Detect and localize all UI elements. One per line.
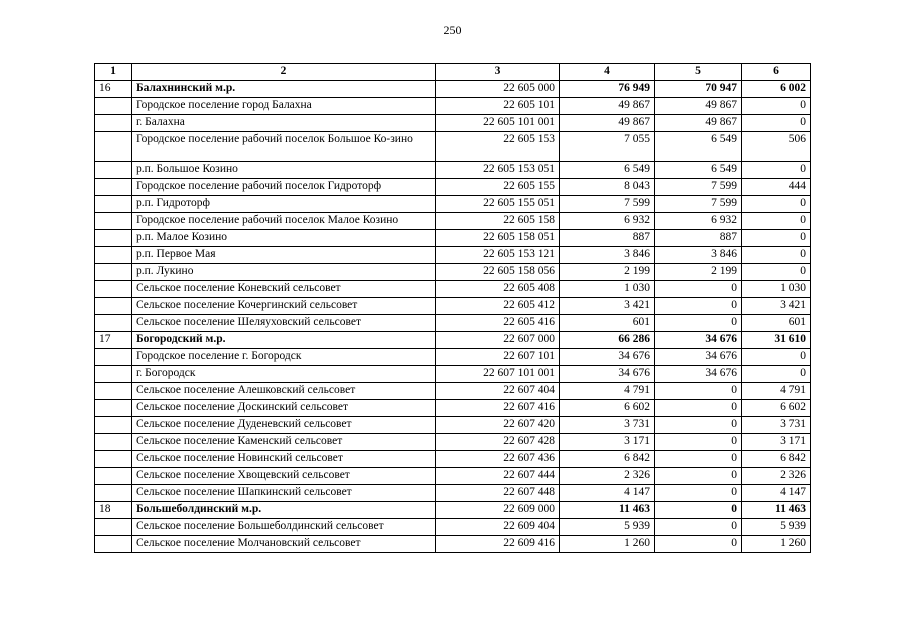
row-value-col6: 6 002 (742, 81, 811, 98)
row-value-col6: 4 147 (742, 485, 811, 502)
row-value-col5: 6 549 (655, 132, 742, 162)
row-value-col6: 0 (742, 98, 811, 115)
row-value-col5: 0 (655, 383, 742, 400)
row-number (95, 132, 132, 162)
row-number (95, 434, 132, 451)
row-value-col6: 0 (742, 196, 811, 213)
row-value-col5: 0 (655, 502, 742, 519)
row-value-col5: 49 867 (655, 98, 742, 115)
row-code: 22 607 000 (436, 332, 560, 349)
row-code: 22 605 412 (436, 298, 560, 315)
row-code: 22 605 416 (436, 315, 560, 332)
row-value-col4: 7 055 (560, 132, 655, 162)
row-value-col4: 1 030 (560, 281, 655, 298)
row-value-col6: 1 030 (742, 281, 811, 298)
row-value-col6: 31 610 (742, 332, 811, 349)
row-value-col4: 1 260 (560, 536, 655, 553)
table-row (95, 315, 811, 332)
row-value-col5: 70 947 (655, 81, 742, 98)
row-code: 22 607 436 (436, 451, 560, 468)
row-number: 16 (95, 81, 132, 98)
row-code: 22 607 101 001 (436, 366, 560, 383)
table-row (95, 383, 811, 400)
row-name: Сельское поселение Алешковский сельсовет (132, 383, 436, 400)
row-value-col6: 0 (742, 213, 811, 230)
row-value-col4: 8 043 (560, 179, 655, 196)
row-number: 18 (95, 502, 132, 519)
row-code: 22 607 404 (436, 383, 560, 400)
column-header: 4 (560, 64, 655, 81)
row-code: 22 605 408 (436, 281, 560, 298)
row-value-col6: 2 326 (742, 468, 811, 485)
row-value-col5: 0 (655, 519, 742, 536)
table-row (95, 179, 811, 196)
row-value-col4: 3 171 (560, 434, 655, 451)
table-row (95, 349, 811, 366)
row-name: Сельское поселение Хвощевский сельсовет (132, 468, 436, 485)
row-name: Сельское поселение Коневский сельсовет (132, 281, 436, 298)
row-name: Большеболдинский м.р. (132, 502, 436, 519)
row-value-col5: 0 (655, 281, 742, 298)
row-number (95, 417, 132, 434)
row-value-col5: 7 599 (655, 179, 742, 196)
row-value-col5: 3 846 (655, 247, 742, 264)
row-code: 22 605 101 (436, 98, 560, 115)
row-code: 22 605 101 001 (436, 115, 560, 132)
table-row (95, 115, 811, 132)
row-number (95, 162, 132, 179)
row-value-col4: 4 147 (560, 485, 655, 502)
table-row (95, 264, 811, 281)
row-name: р.п. Гидроторф (132, 196, 436, 213)
row-value-col6: 506 (742, 132, 811, 162)
row-value-col6: 4 791 (742, 383, 811, 400)
column-header: 3 (436, 64, 560, 81)
row-value-col4: 49 867 (560, 115, 655, 132)
row-number (95, 366, 132, 383)
row-code: 22 605 155 051 (436, 196, 560, 213)
row-value-col4: 66 286 (560, 332, 655, 349)
row-number (95, 264, 132, 281)
row-number: 17 (95, 332, 132, 349)
row-name: Городское поселение город Балахна (132, 98, 436, 115)
row-value-col4: 5 939 (560, 519, 655, 536)
row-value-col5: 49 867 (655, 115, 742, 132)
row-name: Городское поселение г. Богородск (132, 349, 436, 366)
table-row (95, 485, 811, 502)
table-row (95, 162, 811, 179)
row-number (95, 247, 132, 264)
row-value-col5: 0 (655, 485, 742, 502)
row-value-col5: 0 (655, 434, 742, 451)
row-value-col5: 34 676 (655, 349, 742, 366)
row-value-col6: 11 463 (742, 502, 811, 519)
row-value-col4: 34 676 (560, 366, 655, 383)
table-row (95, 298, 811, 315)
row-code: 22 605 158 (436, 213, 560, 230)
row-value-col4: 4 791 (560, 383, 655, 400)
row-number (95, 315, 132, 332)
row-code: 22 609 000 (436, 502, 560, 519)
page-number: 250 (443, 23, 462, 37)
row-value-col6: 0 (742, 115, 811, 132)
table-row (95, 196, 811, 213)
row-number (95, 536, 132, 553)
row-name: Богородский м.р. (132, 332, 436, 349)
row-name: Сельское поселение Шеляуховский сельсовет (132, 315, 436, 332)
row-value-col4: 2 326 (560, 468, 655, 485)
row-value-col4: 49 867 (560, 98, 655, 115)
row-value-col6: 1 260 (742, 536, 811, 553)
table-row (95, 281, 811, 298)
row-name: Сельское поселение Большеболдинский сельсовет (132, 519, 436, 536)
row-value-col5: 0 (655, 417, 742, 434)
row-value-col5: 0 (655, 315, 742, 332)
district-row (95, 81, 811, 98)
row-code: 22 605 000 (436, 81, 560, 98)
row-value-col6: 0 (742, 264, 811, 281)
row-code: 22 607 444 (436, 468, 560, 485)
row-name: Сельское поселение Кочергинский сельсовет (132, 298, 436, 315)
row-number (95, 298, 132, 315)
column-header: 5 (655, 64, 742, 81)
row-value-col6: 601 (742, 315, 811, 332)
row-name: р.п. Большое Козино (132, 162, 436, 179)
table-row (95, 468, 811, 485)
row-name: г. Богородск (132, 366, 436, 383)
table-header-row (95, 64, 811, 81)
row-value-col6: 3 731 (742, 417, 811, 434)
row-value-col5: 34 676 (655, 366, 742, 383)
row-number (95, 179, 132, 196)
row-code: 22 607 101 (436, 349, 560, 366)
row-value-col5: 7 599 (655, 196, 742, 213)
row-number (95, 115, 132, 132)
row-value-col6: 5 939 (742, 519, 811, 536)
row-value-col6: 3 171 (742, 434, 811, 451)
row-name: Сельское поселение Молчановский сельсовет (132, 536, 436, 553)
row-value-col6: 0 (742, 162, 811, 179)
row-name: Сельское поселение Дуденевский сельсовет (132, 417, 436, 434)
row-number (95, 519, 132, 536)
row-value-col6: 0 (742, 349, 811, 366)
row-value-col4: 11 463 (560, 502, 655, 519)
row-number (95, 400, 132, 417)
row-value-col5: 0 (655, 536, 742, 553)
row-code: 22 609 404 (436, 519, 560, 536)
table-row (95, 132, 811, 162)
row-value-col5: 6 932 (655, 213, 742, 230)
row-code: 22 605 153 051 (436, 162, 560, 179)
column-header: 6 (742, 64, 811, 81)
table-row (95, 519, 811, 536)
row-number (95, 383, 132, 400)
table-row (95, 536, 811, 553)
row-name: г. Балахна (132, 115, 436, 132)
row-name: Сельское поселение Новинский сельсовет (132, 451, 436, 468)
row-code: 22 609 416 (436, 536, 560, 553)
table-row (95, 98, 811, 115)
row-name: Балахнинский м.р. (132, 81, 436, 98)
row-number (95, 451, 132, 468)
row-value-col5: 34 676 (655, 332, 742, 349)
row-value-col6: 0 (742, 247, 811, 264)
column-header: 1 (95, 64, 132, 81)
row-code: 22 607 416 (436, 400, 560, 417)
table-row (95, 366, 811, 383)
row-name: Сельское поселение Шапкинский сельсовет (132, 485, 436, 502)
row-value-col4: 7 599 (560, 196, 655, 213)
district-row (95, 502, 811, 519)
row-code: 22 607 428 (436, 434, 560, 451)
row-value-col6: 6 602 (742, 400, 811, 417)
row-value-col5: 6 549 (655, 162, 742, 179)
row-value-col6: 0 (742, 366, 811, 383)
row-number (95, 213, 132, 230)
row-number (95, 468, 132, 485)
row-value-col4: 6 602 (560, 400, 655, 417)
row-value-col4: 34 676 (560, 349, 655, 366)
table-body (95, 81, 811, 553)
row-value-col5: 0 (655, 298, 742, 315)
row-number (95, 98, 132, 115)
row-value-col5: 887 (655, 230, 742, 247)
column-header: 2 (132, 64, 436, 81)
row-number (95, 281, 132, 298)
table-row (95, 451, 811, 468)
row-name: р.п. Первое Мая (132, 247, 436, 264)
row-name: р.п. Лукино (132, 264, 436, 281)
row-value-col4: 6 549 (560, 162, 655, 179)
data-table (94, 63, 811, 553)
row-value-col4: 3 846 (560, 247, 655, 264)
row-value-col4: 6 932 (560, 213, 655, 230)
row-value-col6: 444 (742, 179, 811, 196)
row-name: Городское поселение рабочий поселок Большое Ко-зино (132, 132, 436, 162)
table-row (95, 213, 811, 230)
row-name: Сельское поселение Каменский сельсовет (132, 434, 436, 451)
row-number (95, 230, 132, 247)
row-value-col4: 601 (560, 315, 655, 332)
table-row (95, 400, 811, 417)
row-name: Сельское поселение Доскинский сельсовет (132, 400, 436, 417)
row-value-col4: 3 731 (560, 417, 655, 434)
table-row (95, 230, 811, 247)
row-value-col5: 0 (655, 400, 742, 417)
row-number (95, 485, 132, 502)
row-code: 22 605 155 (436, 179, 560, 196)
row-value-col4: 76 949 (560, 81, 655, 98)
row-number (95, 349, 132, 366)
row-value-col6: 6 842 (742, 451, 811, 468)
row-code: 22 605 153 (436, 132, 560, 162)
row-value-col5: 2 199 (655, 264, 742, 281)
row-code: 22 607 420 (436, 417, 560, 434)
row-value-col6: 0 (742, 230, 811, 247)
row-code: 22 605 153 121 (436, 247, 560, 264)
row-number (95, 196, 132, 213)
table-row (95, 247, 811, 264)
table-row (95, 417, 811, 434)
row-code: 22 607 448 (436, 485, 560, 502)
table-row (95, 434, 811, 451)
row-name: Городское поселение рабочий поселок Малое Козино (132, 213, 436, 230)
district-row (95, 332, 811, 349)
row-value-col5: 0 (655, 451, 742, 468)
row-value-col6: 3 421 (742, 298, 811, 315)
row-name: р.п. Малое Козино (132, 230, 436, 247)
row-value-col4: 3 421 (560, 298, 655, 315)
row-value-col4: 887 (560, 230, 655, 247)
row-code: 22 605 158 051 (436, 230, 560, 247)
row-value-col5: 0 (655, 468, 742, 485)
row-value-col4: 2 199 (560, 264, 655, 281)
row-code: 22 605 158 056 (436, 264, 560, 281)
row-name: Городское поселение рабочий поселок Гидроторф (132, 179, 436, 196)
row-value-col4: 6 842 (560, 451, 655, 468)
